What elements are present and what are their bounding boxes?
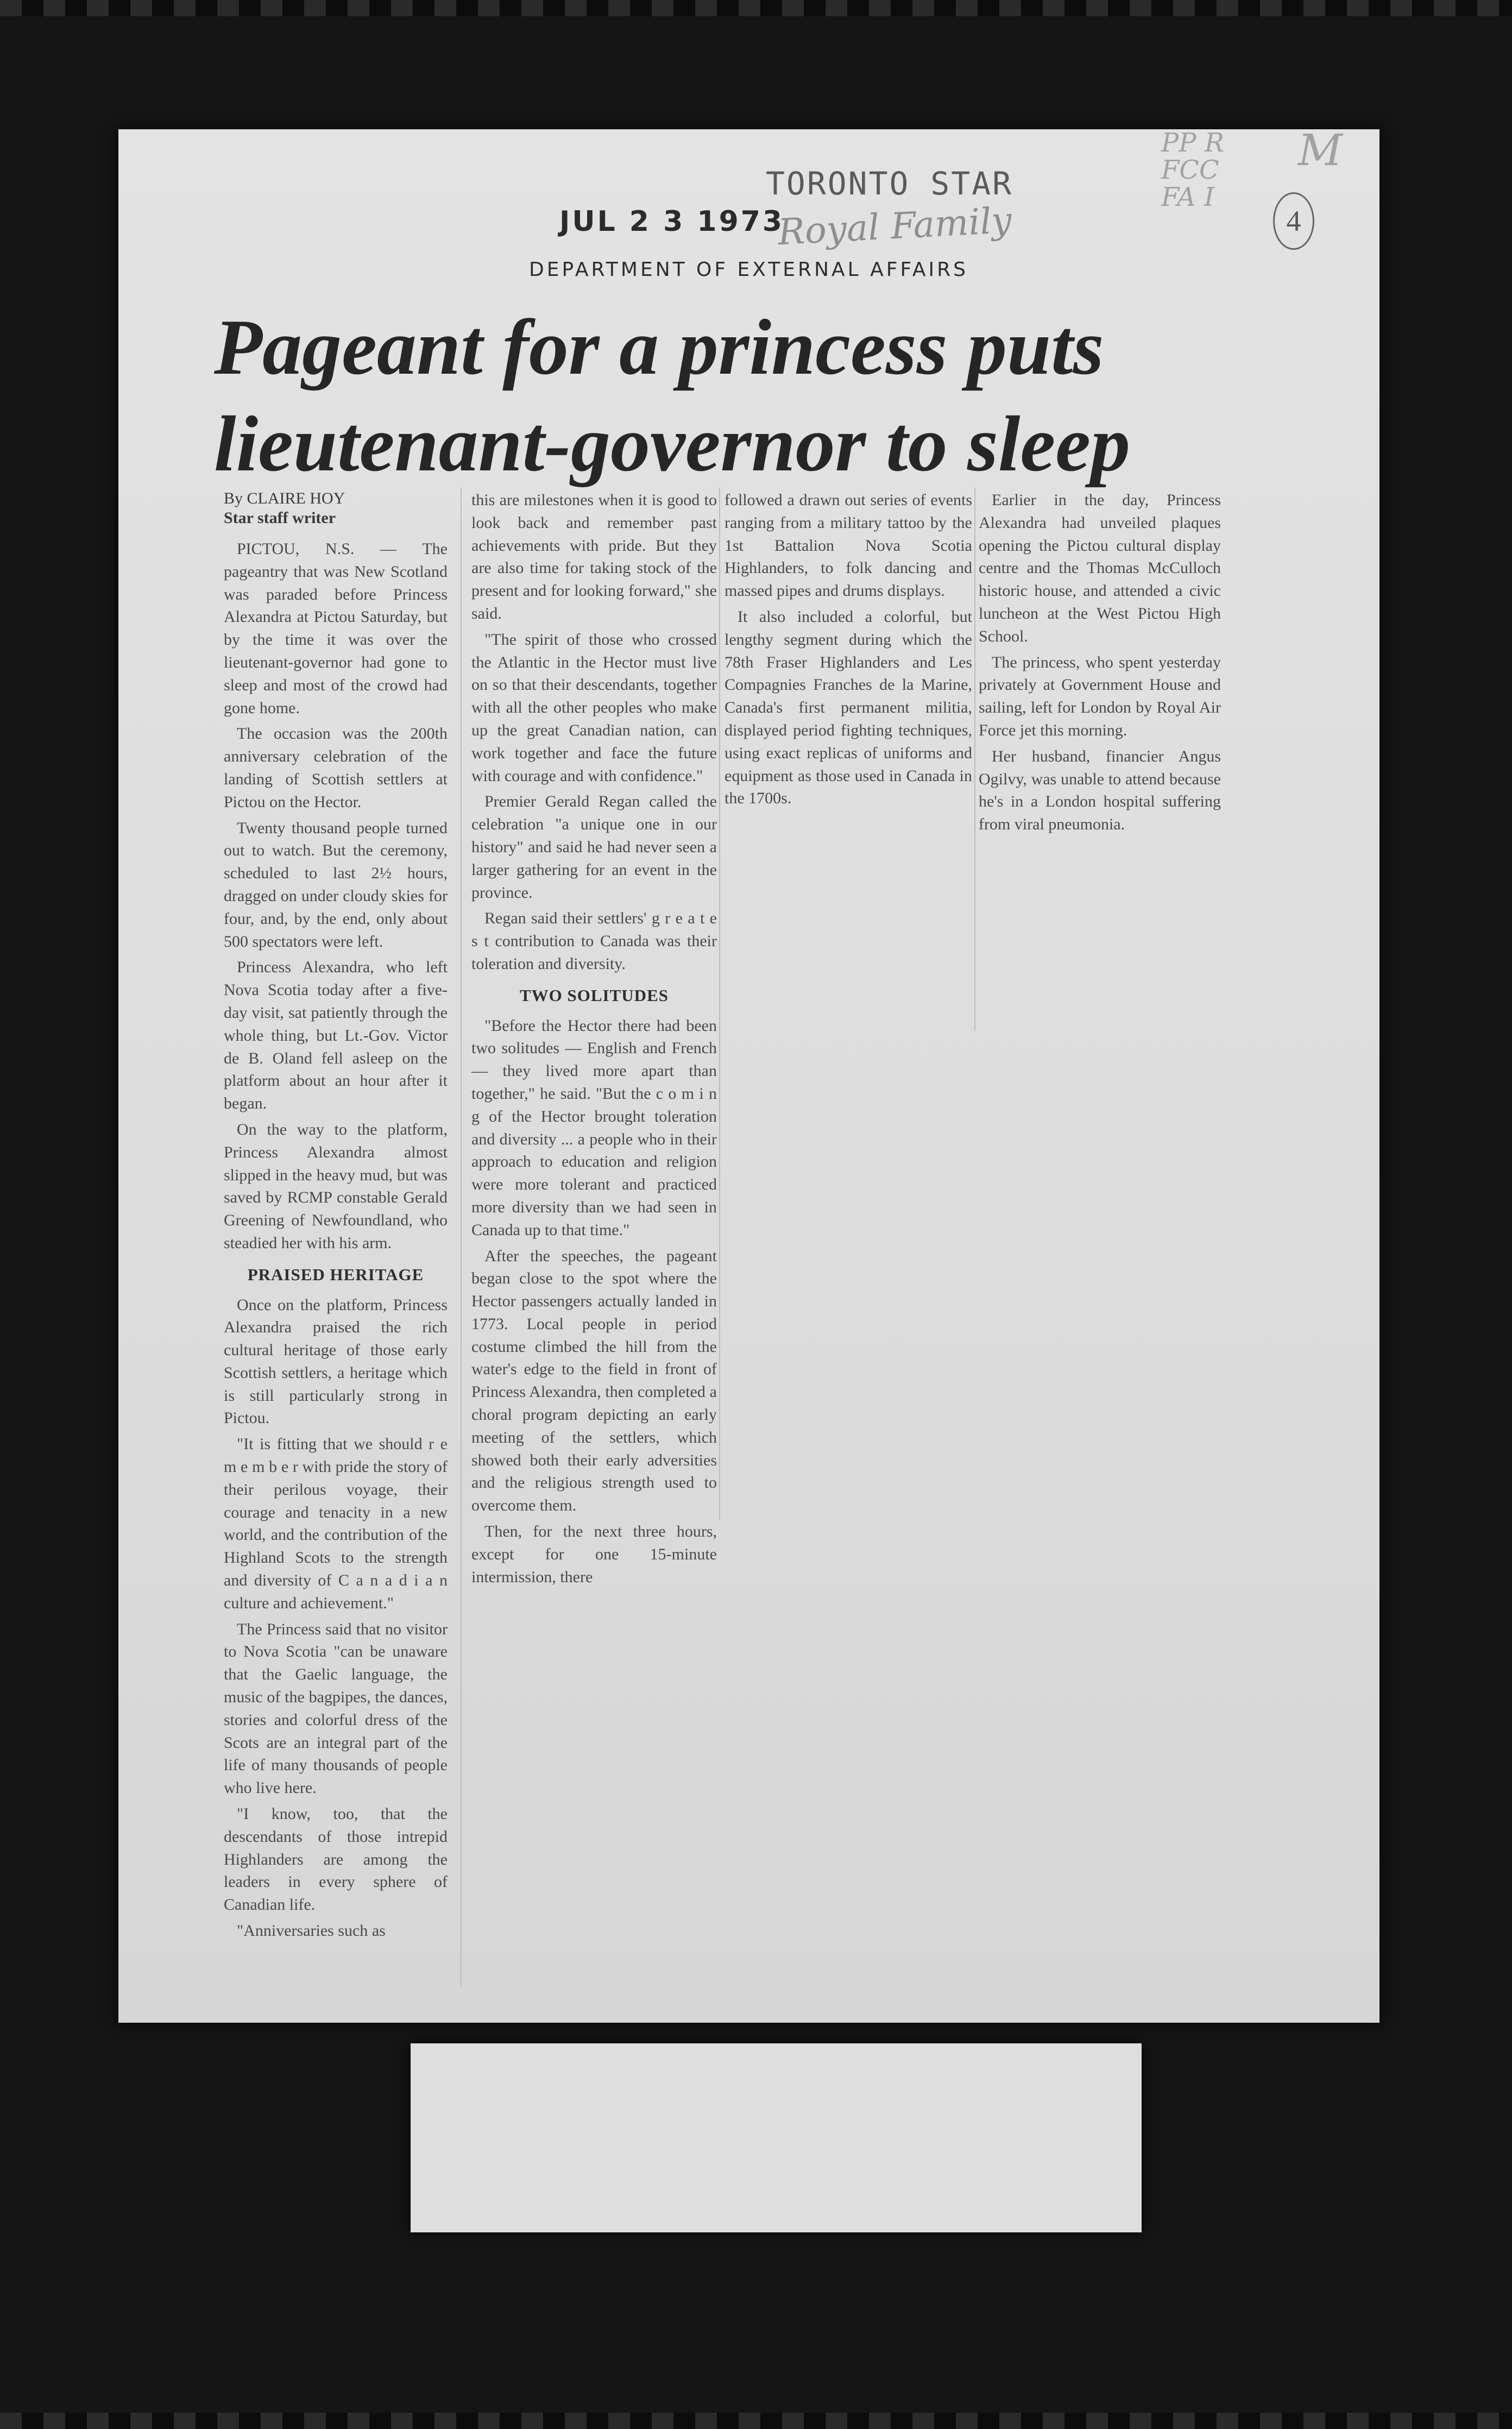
film-edge-bottom <box>0 2413 1512 2429</box>
byline <box>224 489 448 528</box>
paragraph: The Princess said that no visitor to Nova Scotia "can be unaware that the Gaelic language, the music of the bagpipes, the dances, stories and colorful dress of the Scots are an integral part of the life of many thousands of people who live here. <box>224 1620 448 1797</box>
paragraph: The occasion was the 200th anniversary celebration of the landing of Scottish settlers at Pictou on the Hector. <box>224 725 448 811</box>
handwritten-subject: Royal Family <box>777 199 1013 254</box>
paragraph: Her husband, financier Angus Ogilvy, was unable to attend because he's in a London hospital suffering from viral pneumonia. <box>979 747 1221 834</box>
blank-label-slip <box>411 2043 1142 2232</box>
subheading: PRAISED HERITAGE <box>247 1264 424 1284</box>
handwritten-file-notes: PP R FCC FA I <box>1161 128 1224 212</box>
paragraph: Once on the platform, Princess Alexandra praised the rich cultural heritage of those early Scottish settlers, a heritage which is still particularly strong in Pictou. <box>224 1295 448 1427</box>
article-column-3 <box>724 489 972 813</box>
column-rule <box>719 488 720 1520</box>
article-headline: Pageant for a princess puts lieutenant-governor to sleep <box>214 303 1131 488</box>
newspaper-clipping <box>118 125 1379 2023</box>
newspaper-name-stamp: TORONTO STAR <box>766 165 1013 202</box>
paragraph: It also included a colorful, but lengthy segment during which the 78th Fraser Highlanders and Les Compagnies Franches de la Marine, Canada's first permanent militia, displayed period fighting techniques, using exact replicas of uniforms and equipment as those used in Canada in the 1700s. <box>724 607 972 808</box>
handwritten-file-mark: M <box>1298 125 1343 175</box>
paragraph: Premier Gerald Regan called the celebration "a unique one in our history" and said he had never seen a larger gathering for an event in the province. <box>471 792 717 902</box>
byline-name: By CLAIRE HOY <box>224 489 345 507</box>
subheading: TWO SOLITUDES <box>519 985 669 1005</box>
paragraph: "It is fitting that we should r e m e m b e r with pride the story of their perilous voyage, their courage and tenacity in a new world, and the contribution of the Highland Scots to the strength and diversity of C a n a d i a n culture and achievement." <box>224 1435 448 1612</box>
paragraph: Regan said their settlers' g r e a t e s t contribution to Canada was their toleration and diversity. <box>471 909 717 973</box>
paragraph: After the speeches, the pageant began close to the spot where the Hector passengers actually landed in 1773. Local people in period costume climbed the hill from the water's edge to the field in front of Princess Alexandra, then completed a choral program depicting an early meeting of the settlers, which showed both their early adversities and the religious strength used to overcome them. <box>471 1247 717 1515</box>
paragraph: "I know, too, that the descendants of those intrepid Highlanders are among the leaders in every sphere of Canadian life. <box>224 1805 448 1914</box>
column-rule <box>461 488 462 1987</box>
paragraph: Princess Alexandra, who left Nova Scotia today after a five-day visit, sat patiently through the whole thing, but Lt.-Gov. Victor de B. Oland fell asleep on the platform about an hour after it began. <box>224 958 448 1113</box>
department-stamp: DEPARTMENT OF EXTERNAL AFFAIRS <box>529 259 968 281</box>
paragraph: PICTOU, N.S. — The pageantry that was New Scotland was paraded before Princess Alexandra at Pictou Saturday, but by the time it was over the lieutenant-governor had gone to sleep and most of the crowd had gone home. <box>224 540 448 717</box>
column-rule <box>974 488 975 1031</box>
article-column-1 <box>224 489 448 1946</box>
paragraph: "Anniversaries such as <box>237 1922 386 1940</box>
paragraph: On the way to the platform, Princess Alexandra almost slipped in the heavy mud, but was saved by RCMP constable Gerald Greening of Newfoundland, who steadied her with his arm. <box>224 1120 448 1252</box>
paragraph: The princess, who spent yesterday privately at Government House and sailing, left for London by Royal Air Force jet this morning. <box>979 653 1221 739</box>
byline-role: Star staff writer <box>224 509 336 527</box>
article-column-4 <box>979 489 1221 839</box>
paragraph: "The spirit of those who crossed the Atlantic in the Hector must live on so that their descendants, together with all the other peoples who make up the great Canadian nation, can work together and face the future with courage and with confidence." <box>471 630 717 785</box>
paragraph: this are milestones when it is good to look back and remember past achievements with pride. But they are also time for taking stock of the present and for looking forward," she said. <box>471 491 717 622</box>
paragraph: "Before the Hector there had been two solitudes — English and French — they lived more apart than together," he said. "But the c o m i n g of the Hector brought toleration and diversity ... a people who in their approach to education and religion were more tolerant and practiced more diversity than we had seen in Canada up to that time." <box>471 1016 717 1239</box>
date-stamp: JUL 2 3 1973 <box>559 205 785 238</box>
film-edge-top <box>0 0 1512 16</box>
circled-page-number: 4 <box>1273 192 1314 250</box>
paragraph: Twenty thousand people turned out to watch. But the ceremony, scheduled to last 2½ hours, dragged on under cloudy skies for four, and, by the end, only about 500 spectators were left. <box>224 819 448 951</box>
paragraph: followed a drawn out series of events ranging from a military tattoo by the 1st Battalion Nova Scotia Highlanders, to folk dancing and massed pipes and drums displays. <box>724 491 972 600</box>
paragraph: Earlier in the day, Princess Alexandra had unveiled plaques opening the Pictou cultural display centre and the Thomas McCulloch historic house, and attended a civic luncheon at the West Pictou High School. <box>979 491 1221 645</box>
article-column-2 <box>471 489 717 1591</box>
paragraph: Then, for the next three hours, except for one 15-minute intermission, there <box>471 1522 717 1586</box>
